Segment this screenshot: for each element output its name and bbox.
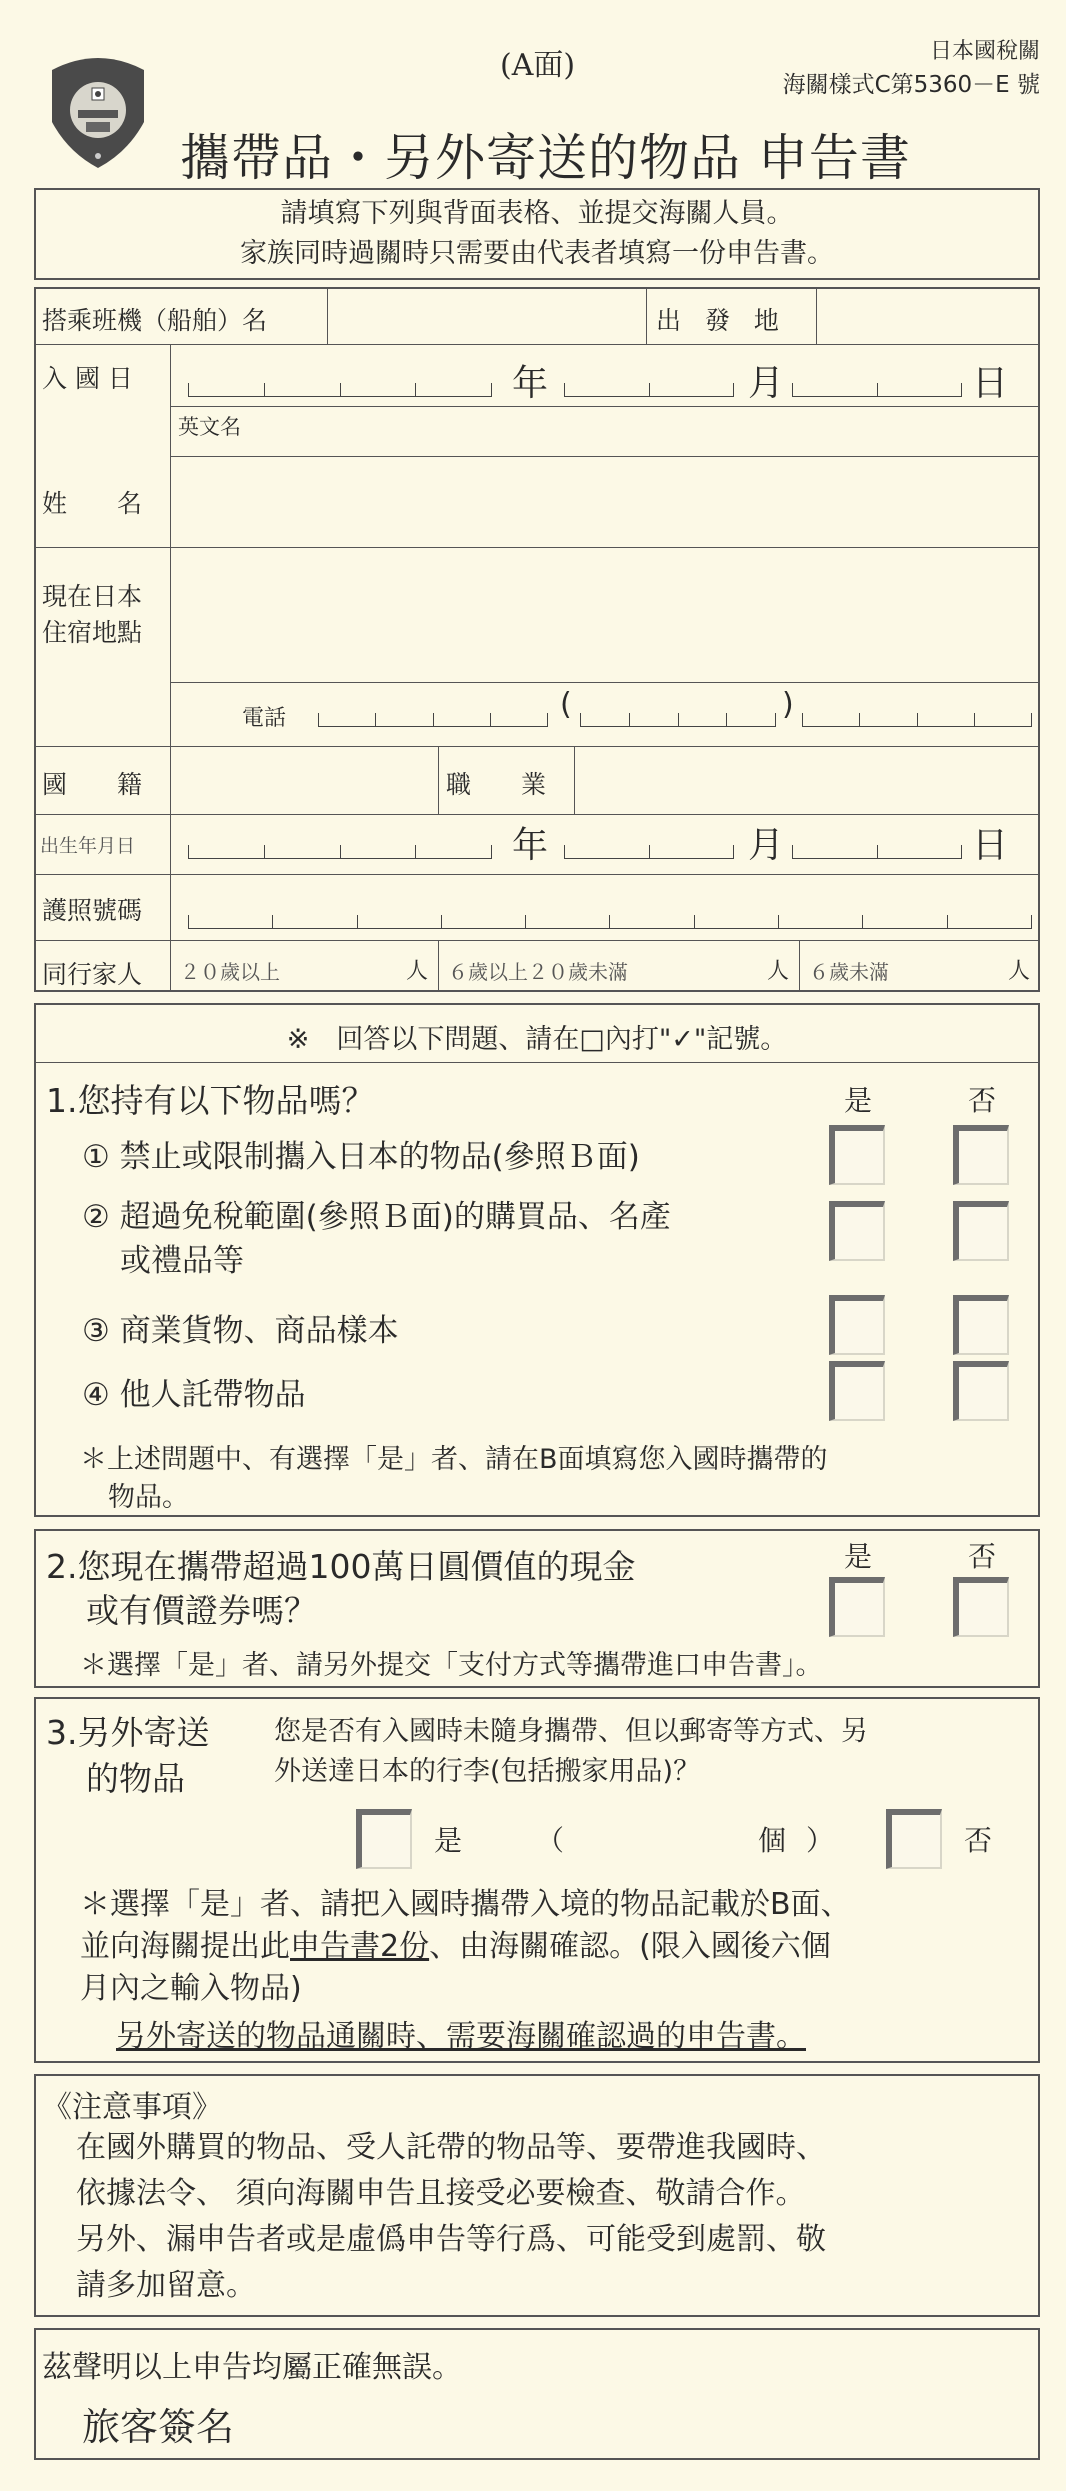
phone-paren-open: ( (560, 687, 572, 722)
month-label: 月 (748, 825, 785, 866)
question-3-note-line2 (80, 1921, 831, 1965)
name-field[interactable] (172, 458, 1038, 546)
digit-segment (974, 713, 1032, 727)
address-label-line1: 現在日本 (42, 582, 143, 611)
page-title: 攜帶品・另外寄送的物品 申告書 (180, 129, 911, 187)
caution-title: 《注意事項》 (42, 2090, 222, 2125)
digit-segment (264, 383, 340, 397)
phone-paren-close: ) (782, 687, 794, 722)
instruction-line: 請填寫下列與背面表格、並提交海關人員。 (280, 198, 794, 229)
day-label: 日 (972, 363, 1009, 404)
digit-segment (441, 915, 525, 929)
question-3-title: 3.另外寄送 (46, 1713, 210, 1752)
question-3-note-line3: 月內之輸入物品) (80, 1971, 302, 2006)
name-label: 姓 名 (42, 489, 143, 518)
note-underlined-text: 申告書2份 (290, 1929, 430, 1964)
signature-field[interactable] (276, 2390, 1028, 2454)
caution-line: 另外、漏申告者或是虛僞申告等行爲、可能受到處罰、敬 (76, 2222, 826, 2257)
question-2-note: ＊選擇「是」者、請另外提交「支付方式等攜帶進口申告書」。 (80, 1650, 823, 1681)
digit-segment (778, 915, 862, 929)
phone-label: 電話 (242, 706, 287, 731)
form-side-label: (A面) (500, 48, 576, 83)
nationality-field[interactable] (172, 748, 436, 812)
digit-segment (649, 845, 735, 859)
digit-segment (802, 713, 859, 727)
digit-segment (357, 915, 441, 929)
yes-header: 是 (844, 1540, 873, 1573)
q2-no-checkbox[interactable] (953, 1577, 1009, 1637)
entry-day-input[interactable] (792, 383, 962, 397)
digit-segment (340, 845, 416, 859)
departure-label: 出 發 地 (656, 306, 787, 335)
question-1-note: ＊上述問題中、有選擇「是」者、請在B面填寫您入國時攜帶的 (80, 1444, 828, 1475)
english-name-label: 英文名 (178, 415, 241, 439)
digit-segment (629, 713, 678, 727)
nationality-label: 國 籍 (42, 770, 143, 799)
digit-segment (694, 915, 778, 929)
checkbox-instructions: ※ 回答以下問題、請在□內打"✓"記號。 (286, 1024, 788, 1055)
q3-paren-close: ） (806, 1824, 835, 1857)
note-text: 、由海關確認。(限入國後六個 (429, 1929, 831, 1964)
question-2-title: 2.您現在攜帶超過100萬日圓價值的現金 (46, 1547, 636, 1586)
question-2-section (34, 1529, 1040, 1688)
customs-emblem-icon (48, 52, 148, 170)
question-3-title-cont: 的物品 (86, 1759, 185, 1798)
entry-date-label: 入 國 日 (42, 364, 133, 393)
family-cell-unit: 人 (766, 959, 789, 984)
instruction-line: 家族同時過關時只需要由代表者填寫一份申告書。 (240, 238, 834, 269)
digit-segment (649, 383, 735, 397)
q1-item1-yes-checkbox[interactable] (829, 1125, 885, 1185)
declaration-section (34, 2328, 1040, 2460)
year-label: 年 (512, 363, 549, 404)
question-3-section (34, 1697, 1040, 2063)
digit-segment (678, 713, 727, 727)
q2-yes-checkbox[interactable] (829, 1577, 885, 1637)
question-1-item-4: ④ 他人託帶物品 (82, 1377, 306, 1413)
digit-segment (877, 845, 963, 859)
digit-segment (564, 383, 649, 397)
digit-segment (877, 383, 963, 397)
no-header: 否 (968, 1084, 997, 1117)
departure-field[interactable] (818, 289, 1038, 343)
question-1-item-2: ② 超過免稅範圍(參照Ｂ面)的購買品、名產 (82, 1199, 671, 1235)
question-3-note: ＊選擇「是」者、請把入國時攜帶入境的物品記載於B面、 (80, 1887, 851, 1922)
digit-segment (792, 383, 877, 397)
customs-logo (48, 52, 148, 170)
question-3-text: 您是否有入國時未隨身攜帶、但以郵寄等方式、另 (274, 1716, 868, 1747)
occupation-field[interactable] (576, 748, 1038, 812)
digit-segment (264, 845, 340, 859)
family-adults-field[interactable] (172, 942, 436, 992)
personal-info-table (34, 287, 1040, 992)
note-text: 並向海關提出此 (80, 1929, 290, 1964)
year-label: 年 (512, 825, 549, 866)
caution-line: 請多加留意。 (76, 2268, 256, 2303)
flight-name-label: 搭乘班機（船舶）名 (42, 306, 268, 335)
family-label: 同行家人 (42, 960, 143, 989)
birth-day-input[interactable] (792, 845, 962, 859)
note-underlined-text: 另外寄送的物品通關時、需要海關確認過的申告書。 (116, 2019, 806, 2054)
digit-segment (525, 915, 609, 929)
digit-segment (862, 915, 946, 929)
q3-no-checkbox[interactable] (886, 1809, 942, 1869)
digit-segment (792, 845, 877, 859)
issuer-label: 日本國稅關 (929, 39, 1040, 64)
digit-segment (917, 713, 974, 727)
question-1-title: 1.您持有以下物品嗎？ (46, 1081, 375, 1120)
question-3-text-cont: 外送達日本的行李(包括搬家用品)？ (274, 1756, 701, 1787)
caution-line: 在國外購買的物品、受人託帶的物品等、要帶進我國時、 (76, 2130, 826, 2165)
question-1-note-cont: 物品。 (108, 1482, 189, 1513)
question-2-title-cont: 或有價證券嗎？ (86, 1591, 317, 1630)
entry-year-input[interactable] (188, 383, 492, 397)
caution-line: 依據法令、 須向海關申告且接受必要檢查、敬請合作。 (76, 2176, 806, 2211)
declaration-statement: 茲聲明以上申告均屬正確無誤。 (42, 2350, 462, 2385)
month-label: 月 (748, 363, 785, 404)
q3-yes-label: 是 (434, 1824, 463, 1857)
q1-item1-no-checkbox[interactable] (953, 1125, 1009, 1185)
passport-label: 護照號碼 (42, 896, 143, 925)
english-name-field[interactable] (172, 408, 1038, 455)
digit-segment (580, 713, 629, 727)
digit-segment (726, 713, 776, 727)
digit-segment (375, 713, 432, 727)
digit-segment (318, 713, 375, 727)
digit-segment (415, 845, 492, 859)
form-number: 海關樣式C第5360－E 號 (782, 72, 1040, 98)
family-cell-label: ２０歲以上 (180, 960, 280, 984)
instructions-box (34, 188, 1040, 280)
digit-segment (564, 845, 649, 859)
q3-count-unit: 個 (758, 1824, 787, 1857)
day-label: 日 (972, 825, 1009, 866)
phone-input-3[interactable] (802, 713, 1032, 727)
digit-segment (340, 383, 416, 397)
phone-input-1[interactable] (318, 713, 548, 727)
family-cell-label: ６歲未滿 (809, 960, 889, 984)
q1-item3-no-checkbox[interactable] (953, 1295, 1009, 1355)
digit-segment (433, 713, 490, 727)
question-1-item-3: ③ 商業貨物、商品樣本 (82, 1313, 399, 1349)
q1-item2-no-checkbox[interactable] (953, 1201, 1009, 1261)
family-cell-unit: 人 (1007, 959, 1030, 984)
q3-yes-checkbox[interactable] (356, 1809, 412, 1869)
occupation-label: 職 業 (446, 770, 547, 799)
yes-header: 是 (844, 1084, 873, 1117)
digit-segment (859, 713, 916, 727)
caution-section (34, 2074, 1040, 2317)
q3-paren-open: （ (536, 1824, 565, 1857)
digit-segment (947, 915, 1032, 929)
birth-date-label: 出生年月日 (40, 835, 136, 857)
no-header: 否 (968, 1540, 997, 1573)
digit-segment (188, 845, 264, 859)
q3-package-count-input[interactable] (576, 1813, 786, 1857)
family-children-field[interactable] (440, 942, 797, 992)
family-cell-unit: 人 (405, 959, 428, 984)
q3-no-label: 否 (964, 1824, 993, 1857)
flight-name-field[interactable] (329, 289, 645, 343)
birth-year-input[interactable] (188, 845, 492, 859)
question-1-section (34, 1003, 1040, 1517)
digit-segment (490, 713, 548, 727)
question-3-important-note (116, 2011, 806, 2055)
digit-segment (609, 915, 693, 929)
address-field[interactable] (172, 549, 1038, 681)
address-label-line2: 住宿地點 (42, 618, 143, 647)
passport-number-input[interactable] (188, 915, 1032, 929)
family-infants-field[interactable] (801, 942, 1038, 992)
digit-segment (415, 383, 492, 397)
signature-label: 旅客簽名 (82, 2405, 235, 2449)
birth-month-input[interactable] (564, 845, 734, 859)
phone-input-2[interactable] (580, 713, 776, 727)
q1-item4-yes-checkbox[interactable] (829, 1361, 885, 1421)
entry-month-input[interactable] (564, 383, 734, 397)
question-1-item-2-cont: 或禮品等 (120, 1243, 244, 1279)
q1-item2-yes-checkbox[interactable] (829, 1201, 885, 1261)
digit-segment (272, 915, 356, 929)
q1-item3-yes-checkbox[interactable] (829, 1295, 885, 1355)
question-1-item-1: ① 禁止或限制攜入日本的物品(參照Ｂ面) (82, 1139, 640, 1175)
family-cell-label: ６歲以上２０歲未滿 (448, 960, 628, 984)
digit-segment (188, 915, 272, 929)
q1-item4-no-checkbox[interactable] (953, 1361, 1009, 1421)
digit-segment (188, 383, 264, 397)
